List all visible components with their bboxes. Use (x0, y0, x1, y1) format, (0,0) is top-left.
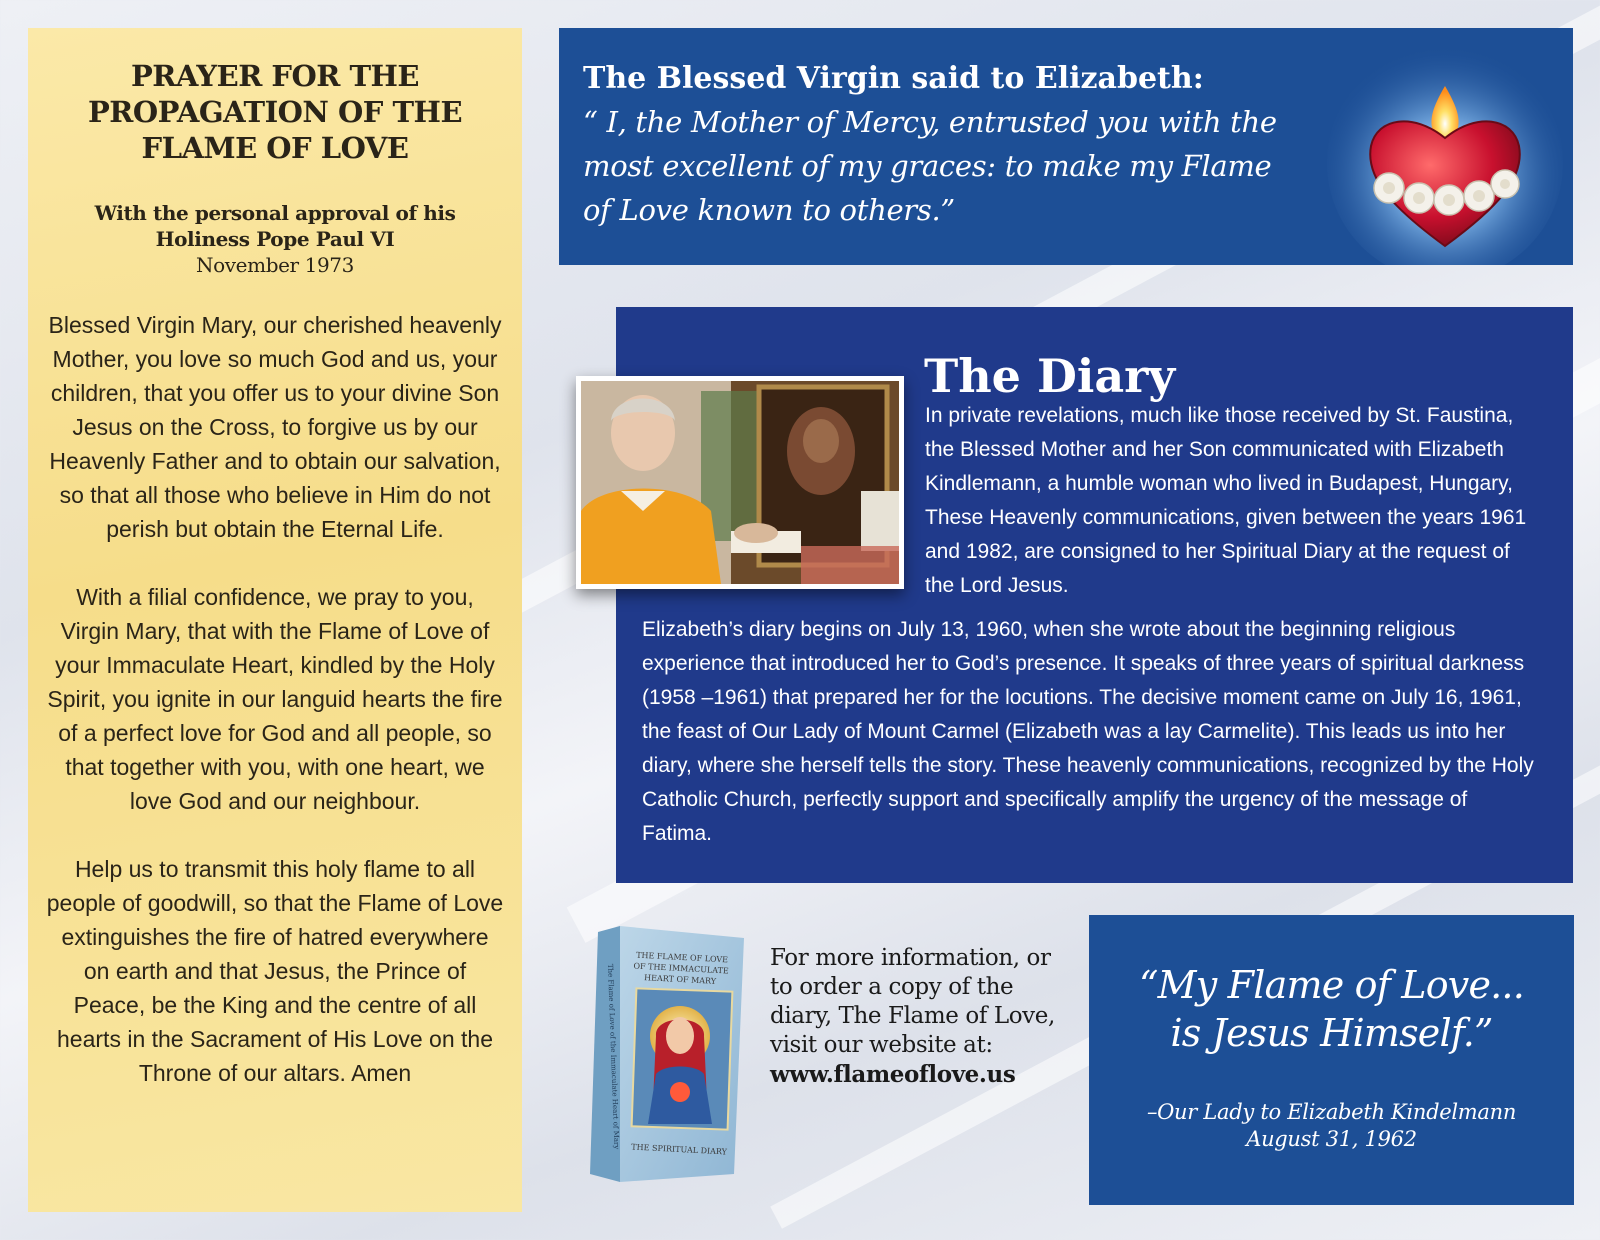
quote-text: “My Flame of Love... is Jesus Himself.” (1139, 963, 1524, 1055)
book-spine-title: The Flame of Love of the Immaculate Heart of Mary (606, 963, 621, 1150)
book-cover-title-line: THE FLAME OF LOVE (635, 950, 729, 965)
book-cover-title-line: HEART OF MARY (643, 973, 717, 986)
book-cover (584, 924, 754, 1186)
more-info-text: For more information, or to order a copy of the diary, The Flame of Love, visit our website at: (770, 945, 1055, 1058)
elizabeth-photo (576, 376, 904, 589)
website-link[interactable]: www.flameoflove.us (770, 1061, 1016, 1088)
diary-intro: In private revelations, much like those received by St. Faustina, the Blessed Mother and her Son communicated with Elizabeth Kindlemann, a humble woman who lived in Budapest, Hungary, These Heavenly communications, given between the years 1961 and 1982, are consigned to her Spiritual Diary at the request of the Lord Jesus. (925, 404, 1527, 597)
prayer-date: November 1973 (196, 253, 354, 277)
banner-heading: The Blessed Virgin said to Elizabeth: (583, 61, 1204, 96)
banner-quote: “ I, the Mother of Mercy, entrusted you with the most excellent of my graces: to make my Flame of Love known to others.” (583, 105, 1277, 227)
prayer-paragraph: With a filial confidence, we pray to you, Virgin Mary, that with the Flame of Love of your Immaculate Heart, kindled by the Holy Spirit, you ignite in our languid hearts the fire of a perfect love for God and all people, so that together with you, with one heart, we love God and our neighbour. (47, 584, 503, 814)
quote-attribution-name: –Our Lady to Elizabeth Kindelmann (1146, 1100, 1517, 1124)
diary-body: Elizabeth’s diary begins on July 13, 1960, when she wrote about the beginning religious experience that introduced her to God’s presence. It speaks of three years of spiritual darkness (1958 –1961) that prepared her for the locutions. The decisive moment came on July 16, 1961, the feast of Our Lady of Mount Carmel (Elizabeth was a lay Carmelite). This leads us into her diary, where she herself tells the story. These heavenly communications, recognized by the Holy Catholic Church, perfectly support and specifically amplify the urgency of the message of Fatima. (642, 618, 1534, 845)
sacred-heart-icon (1323, 28, 1563, 265)
prayer-paragraph: Blessed Virgin Mary, our cherished heavenly Mother, you love so much God and us, your children, that you offer us to your divine Son Jesus on the Cross, to forgive us by our Heavenly Father and to obtain our salvation, so that all those who believe in Him do not perish but obtain the Eternal Life. (48, 312, 502, 542)
book-cover-title-line: OF THE IMMACULATE (633, 961, 729, 976)
quote-attribution (1089, 1099, 1574, 1153)
quote-box (1089, 915, 1574, 1205)
quote-attribution-date: August 31, 1962 (1246, 1127, 1417, 1151)
prayer-title: PRAYER FOR THE PROPAGATION OF THE FLAME OF LOVE (87, 59, 463, 165)
quote-banner (559, 28, 1573, 265)
prayer-panel (28, 28, 522, 1212)
prayer-paragraph: Help us to transmit this holy flame to all people of goodwill, so that the Flame of Love extinguishes the fire of hatred everywhere on earth and that Jesus, the Prince of Peace, be the King and the centre of all hearts in the Sacrament of His Love on the Throne of our altars. Amen (46, 856, 504, 1086)
book-cover-subtitle: THE SPIRITUAL DIARY (631, 1142, 728, 1157)
diary-title: The Diary (924, 349, 1176, 403)
prayer-approval: With the personal approval of his Holiness Pope Paul VI (94, 201, 456, 251)
more-info (770, 944, 1060, 1090)
